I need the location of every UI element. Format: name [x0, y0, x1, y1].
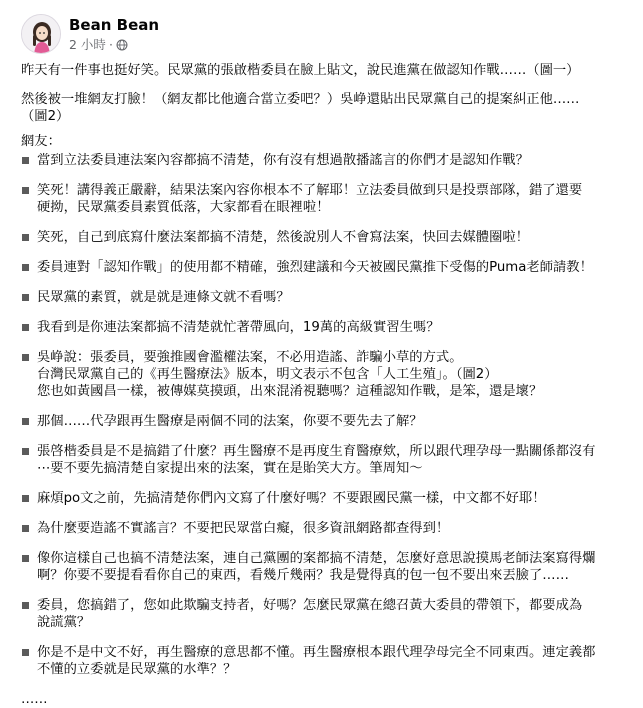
ellipsis-text: ……: [21, 692, 48, 707]
post-header: [21, 14, 621, 58]
comment-item: 那個……代孕跟再生醫療是兩個不同的法案，你要不要先去了解？: [21, 413, 627, 430]
author-name[interactable]: Bean Bean: [69, 16, 160, 34]
post-body: [21, 62, 627, 708]
comment-item: 委員，您搞錯了，您如此欺騙支持者，好嗎？怎麼民眾黨在總召黃大委員的帶領下，都要成為 說謊黨？: [21, 597, 627, 631]
avatar-illustration-icon: [22, 15, 61, 54]
comment-item: 張啓楷委員是不是搞錯了什麼？再生醫療不是再度生育醫療欸，所以跟代理孕母一點關係都沒有 ⋯要不要先搞清楚自家提出來的法案，實在是貽笑大方。筆周知～: [21, 443, 627, 477]
comment-item: 笑死，自己到底寫什麼法案都搞不清楚，然後說別人不會寫法案，快回去媒體圈啦！: [21, 229, 627, 246]
comment-item: 吳峥說：張委員，要強推國會濫權法案，不必用造謠、詐騙小草的方式。 台灣民眾黨自己的《再生醫療法》版本，明文表示不包含「人工生殖」。（圖2） 您也如黃國昌一樣，被傳媒莫摸頭，出來混淆視聽嗎？這種認知作戰，是笨，還是壞？: [21, 349, 627, 400]
comment-item: 委員連對「認知作戰」的使用都不精確，強烈建議和今天被國民黨推下受傷的Puma老師請教！: [21, 259, 627, 276]
intro-paragraph-1: 昨天有一件事也挺好笑。民眾黨的張啟楷委員在臉上貼文，說民進黨在做認知作戰……（圖一）: [21, 63, 580, 78]
comment-item: 為什麼要造謠不實謠言？不要把民眾當白癡，很多資訊網路都查得到！: [21, 520, 627, 537]
comment-item: 笑死！講得義正嚴辭，結果法案內容你根本不了解耶！立法委員做到只是投票部隊，錯了還要 硬拗，民眾黨委員素質低落，大家都看在眼裡啦！: [21, 182, 627, 216]
globe-icon: [116, 39, 128, 51]
avatar[interactable]: [21, 14, 61, 54]
post-meta: [69, 36, 128, 54]
comment-item: 當到立法委員連法案內容都搞不清楚，你有沒有想過散播謠言的你們才是認知作戰？: [21, 152, 627, 169]
comment-item: 民眾黨的素質，就是就是連條文就不看嗎？: [21, 289, 627, 306]
intro-paragraph-2: 然後被一堆網友打臉！（網友都比他適合當立委吧？）吳峥還貼出民眾黨自己的提案糾正他…… （圖2）: [21, 92, 580, 124]
meta-separator: ·: [108, 37, 113, 52]
netizen-label: 網友：: [21, 134, 61, 149]
comment-item: 我看到是你連法案都搞不清楚就忙著帶風向，19萬的高級實習生嗎？: [21, 319, 627, 336]
comment-item: 麻煩po文之前，先搞清楚你們內文寫了什麼好嗎？不要跟國民黨一樣，中文都不好耶！: [21, 490, 627, 507]
comment-item: 你是不是中文不好，再生醫療的意思都不懂。再生醫療根本跟代理孕母完全不同東西。連定義都 不懂的立委就是民眾黨的水準？？: [21, 644, 627, 678]
post-time[interactable]: 2 小時: [69, 37, 106, 52]
comment-item: 像你這樣自己也搞不清楚法案，連自己黨團的案都搞不清楚，怎麼好意思說摸馬老師法案寫得爛 啊？你要不要提看看你自己的東西，看幾斤幾兩？我是覺得真的包一包不要出來丟臉了……: [21, 550, 627, 584]
